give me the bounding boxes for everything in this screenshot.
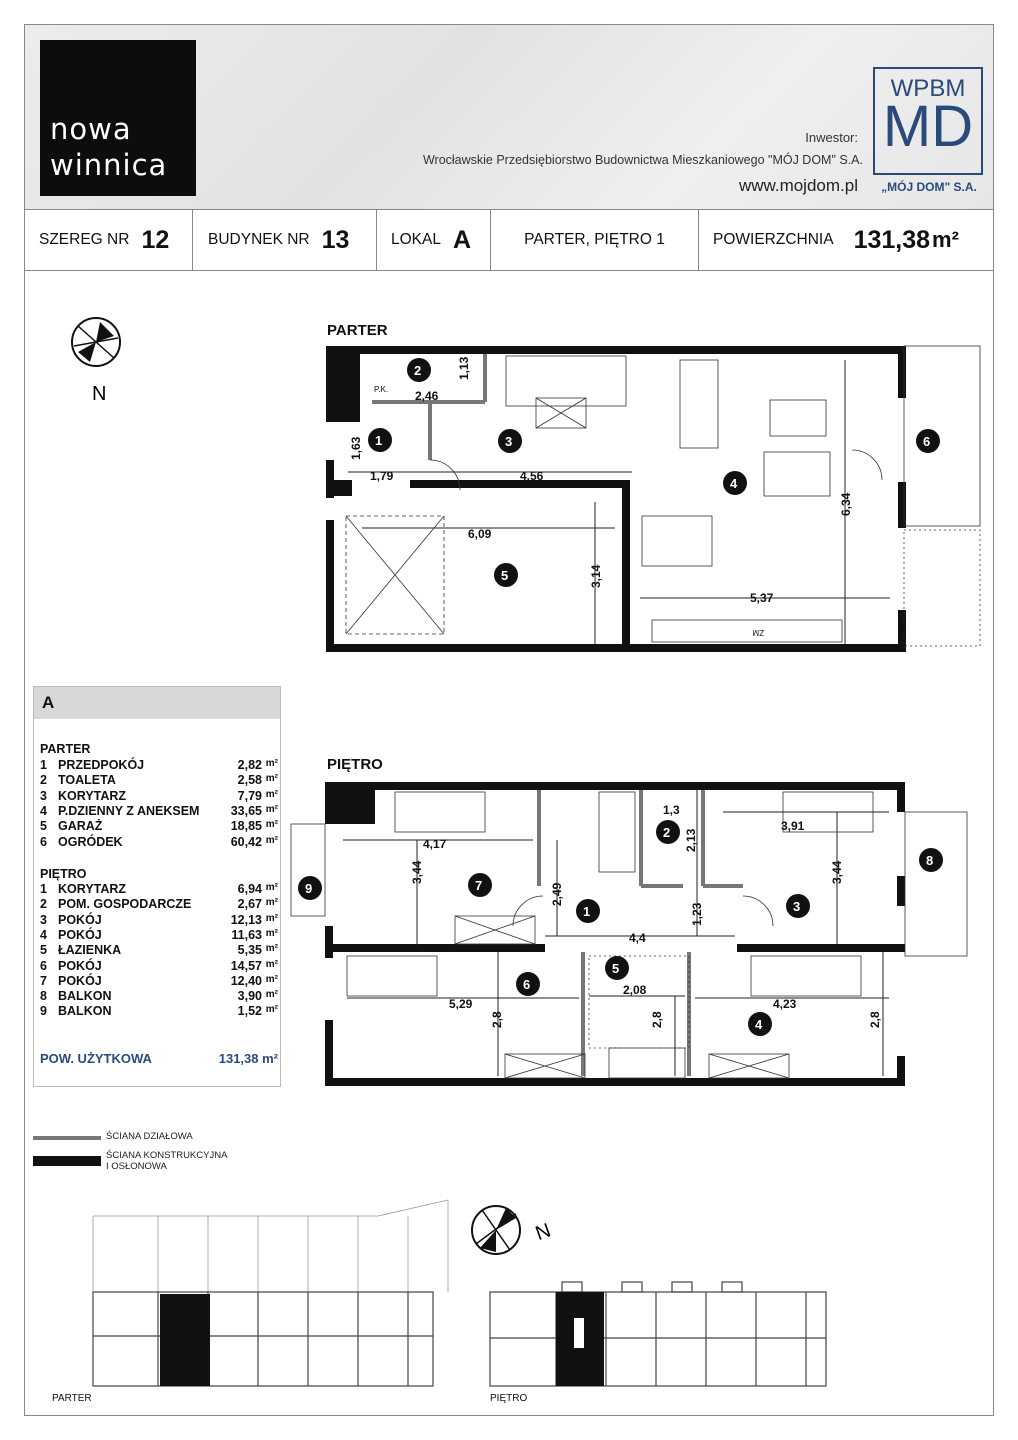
- legend-row-unit: m²: [265, 1004, 278, 1016]
- legend-row-number: 9: [40, 1004, 47, 1019]
- legend-row-name: KORYTARZ: [58, 882, 127, 896]
- legend-total: [40, 1051, 278, 1066]
- legend-row-name: POKÓJ: [58, 912, 102, 927]
- legend-row-number: 4: [40, 927, 47, 942]
- dim-pietro-12: 2,8: [490, 1011, 504, 1028]
- budynek-label: BUDYNEK NR: [208, 231, 310, 248]
- legend-row: [40, 773, 278, 788]
- dim-pietro-14: 4,23: [773, 997, 797, 1011]
- floors-value: PARTER, PIĘTRO 1: [524, 231, 665, 248]
- legend-row: [40, 789, 278, 804]
- legend-row-area: 1,52: [237, 1004, 262, 1019]
- legend-row-area: 3,90: [237, 989, 262, 1004]
- compass-bottom: [468, 1202, 568, 1262]
- legend-row: [40, 1004, 278, 1019]
- legend-row: [40, 897, 278, 912]
- legend-total-value: 131,38 m²: [218, 1051, 278, 1066]
- legend-pietro-title: PIĘTRO: [40, 867, 87, 881]
- legend-row: [40, 882, 278, 897]
- legend-row-unit: m²: [265, 943, 278, 955]
- dim-parter-2: 2,46: [415, 389, 439, 403]
- room-marker-2: 2: [414, 363, 422, 378]
- dim-pietro-5: 3,44: [410, 860, 424, 884]
- legend-row-name: POM. GOSPODARCZE: [58, 897, 192, 912]
- legend-row-unit: m²: [265, 758, 278, 769]
- wpbm-logo-top: WPBM: [890, 75, 966, 102]
- legend-row-name: GARAŻ: [58, 819, 103, 834]
- parter-title: PARTER: [327, 322, 388, 339]
- legend-row-area: 12,40: [230, 973, 262, 988]
- dim-parter-4: 1,63: [349, 436, 363, 460]
- floors-cell: [491, 210, 699, 270]
- legend-row: [40, 989, 278, 1004]
- legend-row-unit: m²: [265, 958, 278, 970]
- mini-pietro-plan: [486, 1278, 832, 1390]
- legend-lokal: A: [42, 693, 55, 712]
- wpbm-logo-mark: MD: [882, 94, 974, 159]
- legend-row-number: 5: [40, 943, 47, 958]
- legend-row-name: POKÓJ: [58, 927, 102, 942]
- dim-pietro-7: 2,49: [550, 882, 564, 906]
- pietro-floor-plan: [283, 776, 983, 1096]
- legend-row-name: POKÓJ: [58, 958, 102, 973]
- dim-pietro-3: 3,91: [781, 819, 805, 833]
- legend-total-label: POW. UŻYTKOWA: [40, 1051, 152, 1066]
- legend-row-area: 18,85: [230, 819, 262, 834]
- budynek-value: 13: [321, 225, 350, 254]
- pietro-marker-8: 8: [926, 853, 934, 868]
- legend-row: [40, 913, 278, 928]
- legend-row-name: PRZEDPOKÓJ: [58, 758, 145, 772]
- compass-top-letter: N: [92, 383, 107, 405]
- legend-row-number: 5: [40, 819, 47, 834]
- legend-row-area: 7,79: [237, 788, 262, 803]
- logo-line-1: nowa: [50, 112, 132, 146]
- legend-row: [40, 943, 278, 958]
- pietro-marker-1: 1: [583, 904, 591, 919]
- szereg-value: 12: [141, 225, 170, 254]
- legend-row-area: 2,82: [237, 758, 262, 772]
- legend-row-number: 2: [40, 897, 47, 912]
- legend-row-unit: m²: [265, 897, 278, 909]
- legend-row-area: 12,13: [230, 912, 262, 927]
- legend-row-unit: m²: [265, 882, 278, 893]
- area-cell: [698, 210, 993, 270]
- legend-row-unit: m²: [265, 788, 278, 800]
- investor-label: Inwestor:: [805, 130, 858, 145]
- dim-pietro-9: 4,4: [629, 931, 646, 945]
- zm-label: ZM: [752, 628, 764, 637]
- legend-row-name: POKÓJ: [58, 973, 102, 988]
- legend-row-number: 7: [40, 973, 47, 988]
- parter-floor-plan: [320, 340, 1000, 660]
- nowa-winnica-logo: [40, 40, 196, 196]
- legend-row-unit: m²: [265, 912, 278, 924]
- info-bar: [25, 209, 993, 271]
- dim-pietro-15: 2,8: [868, 1011, 882, 1028]
- wall-key-structural-1: ŚCIANA KONSTRUKCYJNA: [106, 1150, 228, 1161]
- legend-row-number: 3: [40, 912, 47, 927]
- budynek-cell: [193, 210, 377, 270]
- legend-row-number: 8: [40, 989, 47, 1004]
- dim-pietro-1: 1,3: [663, 803, 680, 817]
- legend-row-name: OGRÓDEK: [58, 834, 123, 849]
- legend-row-unit: m²: [265, 803, 278, 815]
- wall-key-structural-2: I OSŁONOWA: [106, 1161, 167, 1172]
- legend-row-unit: m²: [265, 973, 278, 985]
- dim-pietro-11: 5,29: [449, 997, 473, 1011]
- legend-row-name: ŁAZIENKA: [58, 943, 122, 958]
- pietro-marker-2: 2: [663, 825, 671, 840]
- dim-parter-9: 3,14: [589, 564, 603, 588]
- dim-pietro-10: 2,08: [623, 983, 647, 997]
- investor-url[interactable]: www.mojdom.pl: [738, 176, 858, 195]
- legend-row-area: 33,65: [230, 803, 262, 818]
- wall-key-swatches: [33, 1132, 103, 1172]
- dim-pietro-6: 3,44: [830, 860, 844, 884]
- room-marker-6: 6: [923, 434, 931, 449]
- pietro-marker-5: 5: [612, 961, 620, 976]
- dim-pietro-13: 2,8: [650, 1011, 664, 1028]
- szereg-label: SZEREG NR: [39, 231, 130, 248]
- pietro-marker-6: 6: [523, 977, 531, 992]
- area-label: POWIERZCHNIA: [713, 231, 834, 248]
- legend-row-area: 5,35: [237, 943, 262, 958]
- legend-row-area: 14,57: [230, 958, 262, 973]
- wpbm-logo: [873, 67, 983, 175]
- legend-row-number: 6: [40, 834, 47, 849]
- mini-pietro-label: PIĘTRO: [490, 1393, 528, 1404]
- dim-parter-5: 1,79: [370, 469, 394, 483]
- dim-parter-7: 6,34: [839, 492, 853, 516]
- legend-row-area: 2,58: [237, 773, 262, 788]
- area-unit: m²: [932, 227, 959, 252]
- legend-row-area: 2,67: [237, 897, 262, 912]
- pk-label: P.K.: [374, 385, 389, 394]
- lokal-label: LOKAL: [391, 231, 441, 248]
- dim-parter-6: 4,56: [520, 469, 544, 483]
- legend-row-unit: m²: [265, 927, 278, 939]
- legend-row: [40, 835, 278, 850]
- legend-row: [40, 974, 278, 989]
- legend-row-number: 2: [40, 773, 47, 788]
- legend-row-area: 11,63: [231, 927, 262, 942]
- legend-header: [34, 687, 280, 719]
- legend-row-area: 6,94: [237, 882, 262, 896]
- pietro-marker-9: 9: [305, 881, 313, 896]
- dim-parter-8: 6,09: [468, 527, 492, 541]
- pietro-marker-4: 4: [755, 1017, 763, 1032]
- compass-bottom-letter: N: [532, 1219, 554, 1246]
- dim-pietro-4: 4,17: [423, 837, 447, 851]
- room-marker-5: 5: [501, 568, 509, 583]
- mini-parter-plan: [88, 1196, 458, 1392]
- room-marker-1: 1: [375, 433, 383, 448]
- wpbm-logo-sub: „MÓJ DOM" S.A.: [881, 180, 977, 194]
- lokal-value: A: [452, 225, 472, 254]
- legend-row: [40, 758, 278, 773]
- legend-row-unit: m²: [265, 819, 278, 831]
- legend-row: [40, 959, 278, 974]
- dim-pietro-2: 2,13: [684, 828, 698, 852]
- dim-parter-3: 1,13: [457, 356, 471, 380]
- dim-parter-10: 5,37: [750, 591, 774, 605]
- pietro-marker-7: 7: [475, 878, 483, 893]
- legend-row-area: 60,42: [230, 834, 262, 849]
- legend-row-unit: m²: [265, 989, 278, 1001]
- szereg-cell: [25, 210, 193, 270]
- legend-row-name: TOALETA: [58, 773, 116, 788]
- room-marker-3: 3: [505, 434, 513, 449]
- pietro-marker-3: 3: [793, 899, 801, 914]
- investor-name: Wrocławskie Przedsiębiorstwo Budownictwa Mieszkaniowego "MÓJ DOM" S.A.: [422, 153, 863, 167]
- area-value: 131,38: [853, 225, 931, 254]
- legend-row-number: 1: [40, 758, 47, 772]
- legend-row: [40, 804, 278, 819]
- mini-parter-label: PARTER: [52, 1393, 92, 1404]
- dim-pietro-8: 1,23: [690, 902, 704, 926]
- legend-row-unit: m²: [265, 834, 278, 846]
- legend-row-unit: m²: [265, 773, 278, 785]
- legend-row-number: 3: [40, 788, 47, 803]
- wall-key-partition: ŚCIANA DZIAŁOWA: [106, 1131, 193, 1142]
- legend-parter-title: PARTER: [40, 742, 91, 756]
- legend-row-number: 4: [40, 803, 47, 818]
- legend-row: [40, 928, 278, 943]
- room-marker-4: 4: [730, 476, 738, 491]
- lokal-cell: [377, 210, 491, 270]
- compass-top: [70, 316, 126, 406]
- legend-row: [40, 819, 278, 834]
- legend-row-number: 6: [40, 958, 47, 973]
- legend-row-number: 1: [40, 882, 47, 896]
- legend-row-name: KORYTARZ: [58, 788, 127, 803]
- logo-line-2: winnica: [50, 148, 168, 182]
- legend-row-name: BALKON: [58, 1004, 112, 1019]
- pietro-title: PIĘTRO: [327, 756, 383, 773]
- legend-row-name: P.DZIENNY Z ANEKSEM: [58, 803, 200, 818]
- legend-row-name: BALKON: [58, 989, 112, 1004]
